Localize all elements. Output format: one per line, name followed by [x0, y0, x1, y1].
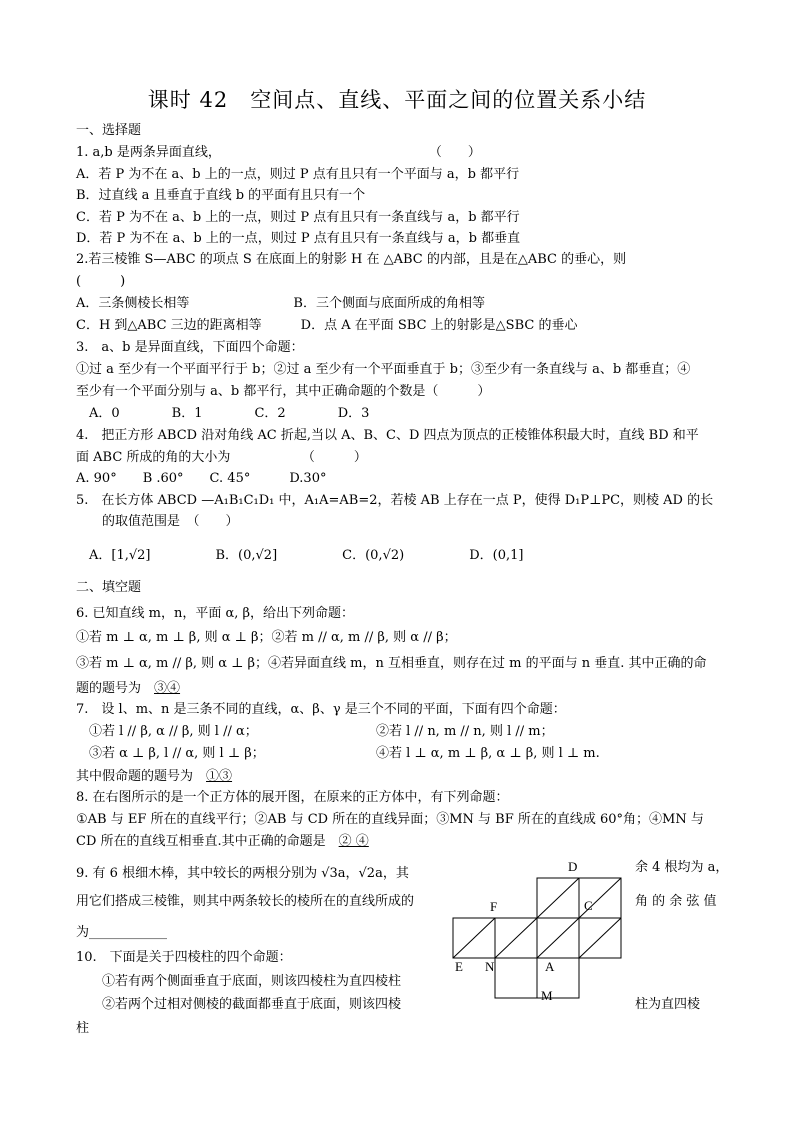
net-diagonal: [495, 918, 537, 958]
q4-stem-2: 面 ABC 所成的角的大小为 （ ）: [76, 450, 367, 465]
q7-prop-4: ④若 l ⊥ α, m ⊥ β, α ⊥ β, 则 l ⊥ m.: [376, 746, 600, 761]
q2-options-ab: A．三条侧棱长相等 B．三个侧面与底面所成的角相等: [76, 296, 485, 311]
q4-stem-1: 4. 把正方形 ABCD 沿对角线 AC 折起,当以 A、B、C、D 四点为顶点的正棱锥体积最大时，直线 BD 和平: [76, 428, 699, 443]
q2-blank: ( ): [76, 274, 126, 289]
q8-props: ①AB 与 EF 所在的直线平行；②AB 与 CD 所在的直线异面；③MN 与 BF 所在的直线成 60°角；④MN 与: [76, 812, 704, 827]
q5-stem-1: 5. 在长方体 ABCD —A₁B₁C₁D₁ 中，A₁A=AB=2，若棱 AB 上存在一点 P，使得 D₁P⊥PC，则棱 AD 的长: [76, 493, 714, 508]
page-title: 课时 42 空间点、直线、平面之间的位置关系小结: [147, 88, 647, 112]
net-square: [537, 878, 579, 918]
q6-answer: ③④: [154, 681, 181, 696]
q1-option-c: C．若 P 为不在 a、b 上的一点，则过 P 点有且只有一条直线与 a，b 都平行: [76, 210, 520, 225]
q6-stem: 6. 已知直线 m，n，平面 α, β，给出下列命题：: [76, 606, 355, 621]
q1-stem: 1. a,b 是两条异面直线， （ ）: [76, 145, 481, 160]
q7-answer: ①③: [206, 769, 233, 784]
section-heading-choice: 一、选择题: [76, 123, 142, 138]
q7-answer-line: 其中假命题的题号为 ①③: [76, 769, 233, 784]
q6-answer-line: 题的题号为 ③④: [76, 681, 181, 696]
label-m: M: [541, 988, 553, 1003]
q8-answer-line: CD 所在的直线互相垂直.其中正确的命题是 ② ④: [76, 834, 369, 849]
q9-side-text-2: 角 的 余 弦 值: [635, 894, 717, 909]
q5-stem-2: 的取值范围是 （ ）: [76, 514, 239, 529]
q2-options-cd: C．H 到△ABC 三边的距离相等 D．点 A 在平面 SBC 上的射影是△SBC 的垂心: [76, 318, 578, 333]
q3-propositions-2: 至少有一个平面分别与 a、b 都平行，其中正确命题的个数是（ ）: [76, 384, 491, 399]
q1-option-a: A．若 P 为不在 a、b 上的一点，则过 P 点有且只有一个平面与 a，b 都平行: [76, 167, 520, 182]
q9-stem-1: 9. 有 6 根细木棒，其中较长的两根分别为 √3a，√2a，其: [76, 866, 409, 881]
q4-options: A. 90° B .60° C. 45° D.30°: [76, 471, 327, 486]
label-e: E: [455, 959, 463, 974]
q3-stem: 3. a、b 是异面直线，下面四个命题：: [76, 340, 304, 355]
label-n: N: [485, 959, 495, 974]
net-diagonal: [579, 918, 621, 958]
net-square: [579, 878, 621, 918]
q7-prop-2: ②若 l // n, m // n, 则 l // m；: [376, 724, 554, 739]
q7-prop-1: ①若 l // β, α // β, 则 l // α；: [76, 724, 258, 739]
q6-props-12: ①若 m ⊥ α, m ⊥ β, 则 α ⊥ β；②若 m // α, m // β, 则 α // β；: [76, 630, 457, 645]
label-c: C: [584, 898, 593, 913]
q6-props-34: ③若 m ⊥ α, m // β, 则 α ⊥ β；④若异面直线 m，n 互相垂直，则存在过 m 的平面与 n 垂直. 其中正确的命: [76, 656, 707, 671]
net-diagonal: [537, 918, 579, 958]
net-diagonal: [453, 918, 495, 958]
q10-prop-2-cont: 柱: [76, 1021, 90, 1036]
label-d: D: [568, 859, 578, 874]
label-f: F: [490, 899, 498, 914]
q9-stem-2: 用它们搭成三棱锥，则其中两条较长的棱所在的直线所成的: [76, 894, 415, 909]
label-a: A: [545, 959, 555, 974]
q7-stem: 7. 设 l、m、n 是三条不同的直线，α、β、γ 是三个不同的平面，下面有四个命题：: [76, 702, 566, 717]
q10-prop-2: ②若两个过相对侧棱的截面都垂直于底面，则该四棱: [76, 997, 402, 1012]
q10-side-text: 柱为直四棱: [635, 997, 701, 1012]
q9-answer-line: 为____________: [76, 925, 168, 940]
net-square: [537, 918, 579, 958]
net-square: [537, 958, 579, 998]
q7-prop-3: ③若 α ⊥ β, l // α, 则 l ⊥ β；: [76, 746, 265, 761]
q10-prop-1: ①若有两个侧面垂直于底面，则该四棱柱为直四棱柱: [76, 974, 402, 989]
net-square: [579, 918, 621, 958]
q5-options: A．[1,√2] B．(0,√2] C．(0,√2) D．(0,1]: [76, 548, 524, 563]
net-square: [495, 958, 537, 998]
net-diagonal: [579, 878, 621, 918]
q3-propositions-1: ①过 a 至少有一个平面平行于 b；②过 a 至少有一个平面垂直于 b；③至少有一条直线与 a、b 都垂直；④: [76, 362, 691, 377]
q10-stem: 10. 下面是关于四棱柱的四个命题：: [76, 950, 292, 965]
q1-option-b: B．过直线 a 且垂直于直线 b 的平面有且只有一个: [76, 188, 366, 203]
q8-answer: ② ④: [338, 834, 369, 849]
q9-side-text-1: 余 4 根均为 a，: [635, 860, 729, 875]
net-diagonal: [537, 878, 579, 918]
q1-option-d: D．若 P 为不在 a、b 上的一点，则过 P 点有且只有一条直线与 a，b 都垂直: [76, 231, 521, 246]
section-heading-fill: 二、填空题: [76, 580, 142, 595]
q8-stem: 8. 在右图所示的是一个正方体的展开图，在原来的正方体中，有下列命题：: [76, 790, 509, 805]
q9-blank: ____________: [89, 925, 168, 940]
q2-stem: 2.若三棱锥 S—ABC 的项点 S 在底面上的射影 H 在 △ABC 的内部，且是在△ABC 的垂心，则: [76, 252, 627, 267]
net-square: [495, 918, 537, 958]
q3-options: A．0 B．1 C．2 D．3: [76, 406, 370, 421]
net-square: [453, 918, 495, 958]
